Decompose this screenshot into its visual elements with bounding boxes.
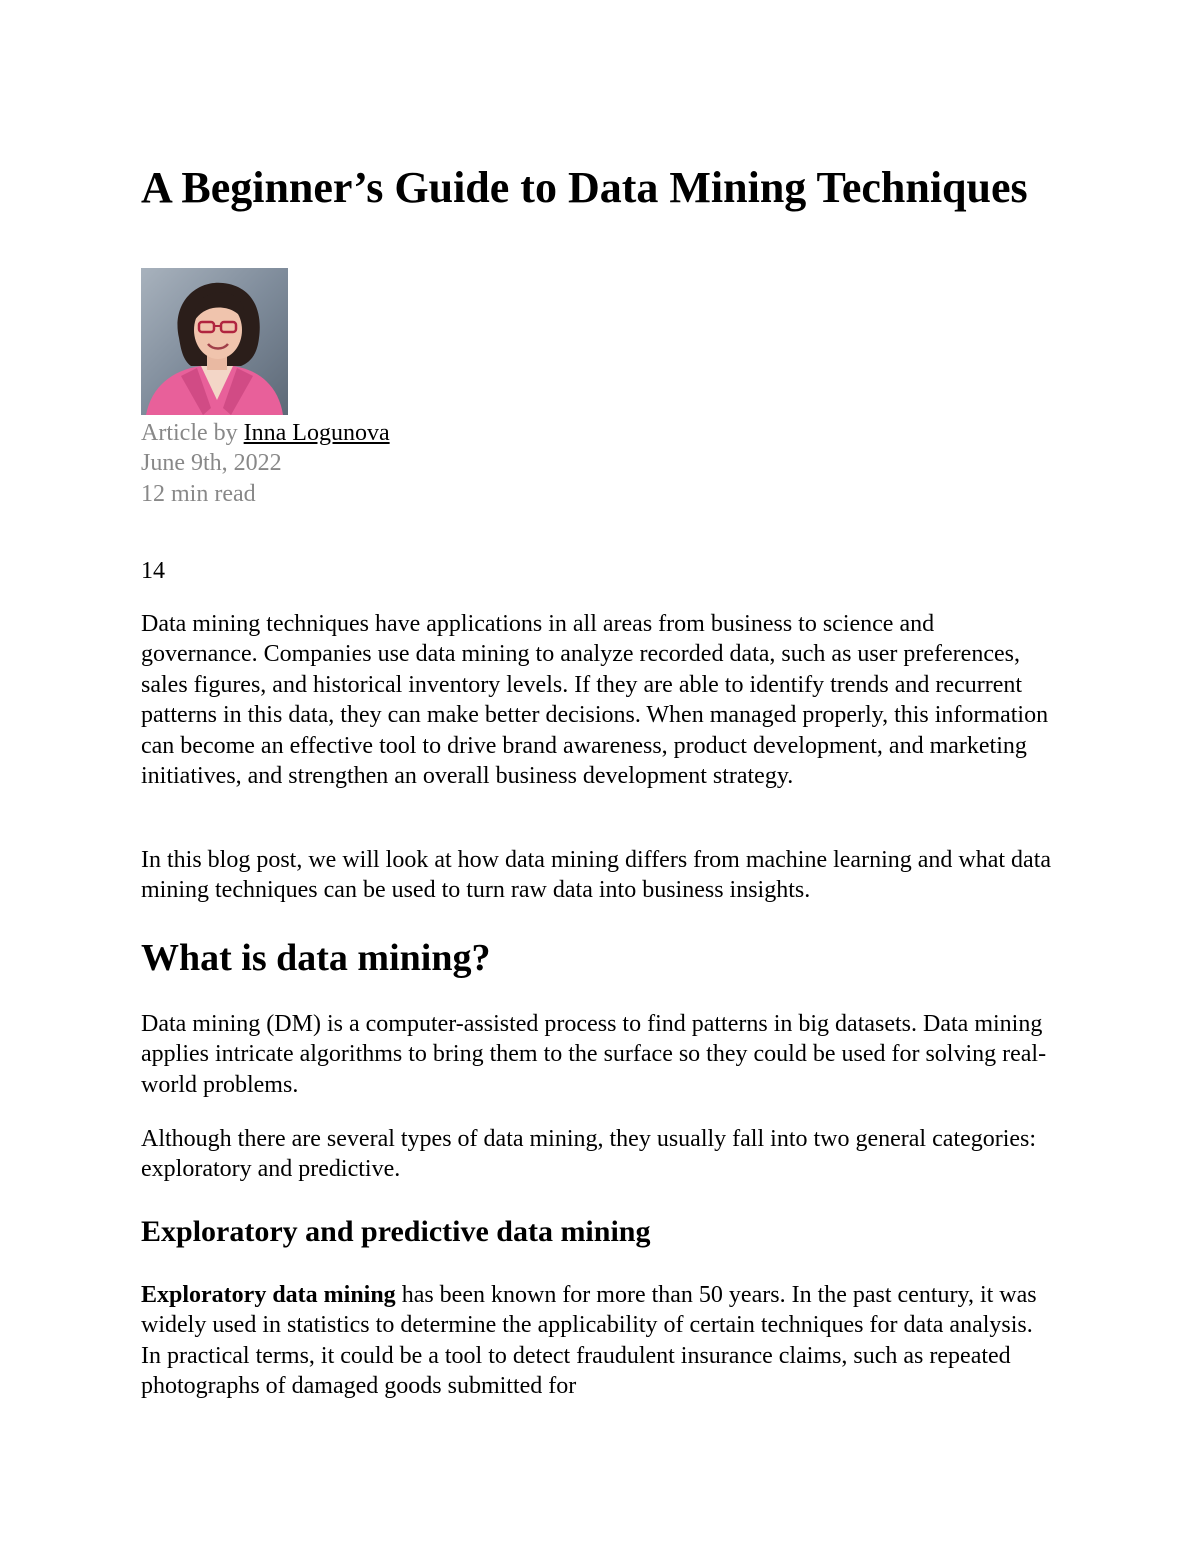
author-photo: [141, 268, 288, 415]
author-byline: [141, 418, 390, 448]
overview-paragraph: In this blog post, we will look at how data mining differs from machine learning and what data mining techniques can be used to turn raw data into business insights.: [141, 847, 1052, 904]
article-title: A Beginner’s Guide to Data Mining Techniques: [141, 163, 1028, 212]
subsection-heading: Exploratory and predictive data mining: [141, 1215, 651, 1248]
section-heading: What is data mining?: [141, 937, 491, 979]
publish-date: June 9th, 2022: [141, 450, 282, 476]
categories-paragraph: Although there are several types of data mining, they usually fall into two general categories: exploratory and predictive.: [141, 1126, 1037, 1183]
exploratory-text: has been known for more than 50 years. In the past century, it was widely used in statistics to determine the applicability of certain techniques for data analysis. In practical terms, it could be a tool to detect fraudulent insurance claims, such as repeated photographs of damaged goods submitted for: [141, 1282, 1037, 1400]
definition-paragraph: Data mining (DM) is a computer-assisted process to find patterns in big datasets. Data mining applies intricate algorithms to bring them to the surface so they could be used for solving real-world problems.: [141, 1011, 1047, 1098]
intro-paragraph: Data mining techniques have applications in all areas from business to science and governance. Companies use data mining to analyze recorded data, such as user preferences, sales figures, and historical inventory levels. If they are able to identify trends and recurrent patterns in this data, they can make better decisions. When managed properly, this information can become an effective tool to drive brand awareness, product development, and marketing initiatives, and strengthen an overall business development strategy.: [141, 611, 1049, 790]
exploratory-paragraph: [141, 1280, 1056, 1402]
exploratory-term: Exploratory data mining: [141, 1282, 396, 1308]
author-link[interactable]: Inna Logunova: [243, 420, 390, 446]
author-prefix: Article by: [141, 420, 244, 446]
read-time: 12 min read: [141, 481, 256, 507]
likes-count: 14: [141, 558, 165, 584]
author-photo-image: [141, 268, 288, 415]
